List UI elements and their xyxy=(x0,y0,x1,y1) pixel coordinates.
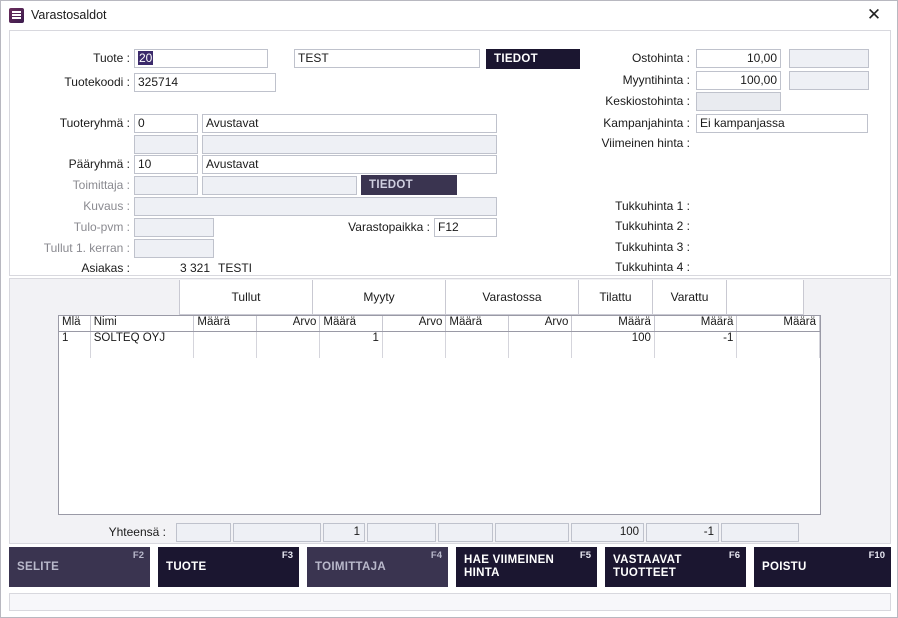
cell-tullut-arvo xyxy=(256,332,320,346)
cell-tullut-maara xyxy=(194,332,256,346)
cell-myyty-arvo xyxy=(382,332,446,346)
toimittaja-button[interactable] xyxy=(307,547,448,587)
cell-mla: 1 xyxy=(59,332,90,346)
cell-varastossa-maara xyxy=(446,332,508,346)
input-kuvaus[interactable] xyxy=(134,197,497,216)
table-filler-row xyxy=(59,345,820,358)
label-tukkuhinta-4: Tukkuhinta 4 : xyxy=(615,260,690,274)
close-icon[interactable]: ✕ xyxy=(866,5,882,24)
label-tukkuhinta-2: Tukkuhinta 2 : xyxy=(615,219,690,233)
label-tukkuhinta-3: Tukkuhinta 3 : xyxy=(615,240,690,254)
cell-nimi: SOLTEQ OYJ xyxy=(90,332,194,346)
status-bar xyxy=(9,593,891,611)
input-varastopaikka[interactable]: F12 xyxy=(434,218,497,237)
label-tuoteryhma: Tuoteryhmä : xyxy=(59,116,130,130)
function-key-bar xyxy=(9,547,891,589)
vastaavat-tuotteet-label: VASTAAVAT TUOTTEET xyxy=(613,554,682,579)
hae-viimeinen-hinta-label: HAE VIIMEINEN HINTA xyxy=(464,554,555,579)
window-title: Varastosaldot xyxy=(31,8,107,22)
col-tilattu-maara: Määrä xyxy=(572,316,655,332)
group-header-tilattu[interactable]: Tilattu xyxy=(578,280,652,315)
group-header-tullut[interactable]: Tullut xyxy=(179,280,312,315)
total-extra-maara xyxy=(721,523,799,542)
poistu-fkey: F10 xyxy=(868,550,885,561)
input-paaryhma-name[interactable]: Avustavat xyxy=(202,155,497,174)
cell-tilattu-maara: 100 xyxy=(572,332,655,346)
product-details-panel xyxy=(9,30,891,276)
value-asiakas-number: 3 321 xyxy=(179,261,210,275)
input-ostohinta-extra[interactable] xyxy=(789,49,869,68)
input-tuoteryhma-code[interactable]: 0 xyxy=(134,114,198,133)
label-tukkuhinta-1: Tukkuhinta 1 : xyxy=(615,199,690,213)
toimittaja-fkey: F4 xyxy=(430,550,442,561)
poistu-button[interactable] xyxy=(754,547,891,587)
input-ostohinta[interactable]: 10,00 xyxy=(696,49,781,68)
table-row[interactable] xyxy=(59,332,820,346)
tiedot-button-supplier[interactable]: TIEDOT xyxy=(361,175,457,195)
group-header-varattu[interactable]: Varattu xyxy=(652,280,726,315)
input-tuoteryhma-name[interactable]: Avustavat xyxy=(202,114,497,133)
selite-button[interactable] xyxy=(9,547,150,587)
col-varattu-maara: Määrä xyxy=(654,316,737,332)
poistu-label: POISTU xyxy=(762,560,807,573)
input-tuoteryhma2-code[interactable] xyxy=(134,135,198,154)
label-kuvaus: Kuvaus : xyxy=(83,199,130,213)
total-tilattu-maara: 100 xyxy=(571,523,644,542)
label-tuotekoodi: Tuotekoodi : xyxy=(64,75,130,89)
label-tulopvm: Tulo-pvm : xyxy=(73,220,130,234)
input-myyntihinta[interactable]: 100,00 xyxy=(696,71,781,90)
cell-myyty-maara: 1 xyxy=(320,332,382,346)
stock-table[interactable] xyxy=(58,315,821,515)
total-varattu-maara: -1 xyxy=(646,523,719,542)
hae-viimeinen-hinta-fkey: F5 xyxy=(579,550,591,561)
input-kampanjahinta[interactable]: Ei kampanjassa xyxy=(696,114,868,133)
total-varastossa-maara xyxy=(438,523,493,542)
col-myyty-arvo: Arvo xyxy=(382,316,446,332)
input-tuote-value: 20 xyxy=(139,51,153,65)
input-tulopvm[interactable] xyxy=(134,218,214,237)
col-tullut-maara: Määrä xyxy=(194,316,256,332)
group-header-myyty[interactable]: Myyty xyxy=(312,280,445,315)
input-tuotekoodi[interactable]: 325714 xyxy=(134,73,276,92)
hae-viimeinen-hinta-button[interactable] xyxy=(456,547,597,587)
col-tullut-arvo: Arvo xyxy=(256,316,320,332)
label-tuote: Tuote : xyxy=(93,51,130,65)
label-viimeinen-hinta: Viimeinen hinta : xyxy=(601,136,690,150)
stock-balance-panel xyxy=(9,278,891,544)
input-tullut-1-kerran[interactable] xyxy=(134,239,214,258)
label-toimittaja: Toimittaja : xyxy=(72,178,130,192)
input-keskiostohinta xyxy=(696,92,781,111)
tuote-button[interactable] xyxy=(158,547,299,587)
app-icon xyxy=(9,8,24,23)
col-extra-maara: Määrä xyxy=(737,316,820,332)
toimittaja-label: TOIMITTAJA xyxy=(315,560,386,573)
vastaavat-tuotteet-button[interactable] xyxy=(605,547,746,587)
group-header-extra[interactable] xyxy=(726,280,804,315)
selite-label: SELITE xyxy=(17,560,60,573)
col-mla: Mlä xyxy=(59,316,90,332)
cell-varastossa-arvo xyxy=(508,332,572,346)
label-ostohinta: Ostohinta : xyxy=(631,51,690,65)
col-myyty-maara: Määrä xyxy=(320,316,382,332)
col-varastossa-maara: Määrä xyxy=(446,316,508,332)
input-tuote[interactable] xyxy=(134,49,268,68)
total-tullut-arvo xyxy=(233,523,321,542)
tuote-label: TUOTE xyxy=(166,560,207,573)
group-header-varastossa[interactable]: Varastossa xyxy=(445,280,578,315)
label-myyntihinta: Myyntihinta : xyxy=(622,73,690,87)
col-nimi: Nimi xyxy=(90,316,194,332)
total-myyty-maara: 1 xyxy=(323,523,365,542)
total-myyty-arvo xyxy=(367,523,436,542)
vastaavat-tuotteet-fkey: F6 xyxy=(728,550,740,561)
input-paaryhma-code[interactable]: 10 xyxy=(134,155,198,174)
title-bar xyxy=(1,1,897,30)
label-yhteensa: Yhteensä : xyxy=(108,525,166,539)
input-tuote-name[interactable]: TEST xyxy=(294,49,480,68)
input-tuoteryhma2-name[interactable] xyxy=(202,135,497,154)
cell-extra-maara xyxy=(737,332,820,346)
tuote-fkey: F3 xyxy=(281,550,293,561)
cell-varattu-maara: -1 xyxy=(654,332,737,346)
table-header-row xyxy=(59,316,820,332)
label-kampanjahinta: Kampanjahinta : xyxy=(603,116,690,130)
input-toimittaja-name[interactable] xyxy=(202,176,357,195)
tiedot-button-product[interactable]: TIEDOT xyxy=(486,49,580,69)
label-varastopaikka: Varastopaikka : xyxy=(348,220,430,234)
input-toimittaja-code[interactable] xyxy=(134,176,198,195)
input-myyntihinta-extra[interactable] xyxy=(789,71,869,90)
label-keskiostohinta: Keskiostohinta : xyxy=(605,94,690,108)
col-varastossa-arvo: Arvo xyxy=(508,316,572,332)
value-asiakas-name: TESTI xyxy=(218,261,253,275)
selite-fkey: F2 xyxy=(132,550,144,561)
total-varastossa-arvo xyxy=(495,523,569,542)
label-paaryhma: Pääryhmä : xyxy=(68,157,130,171)
label-asiakas: Asiakas : xyxy=(81,261,130,275)
label-tullut-1-kerran: Tullut 1. kerran : xyxy=(43,241,130,255)
total-tullut-maara xyxy=(176,523,231,542)
